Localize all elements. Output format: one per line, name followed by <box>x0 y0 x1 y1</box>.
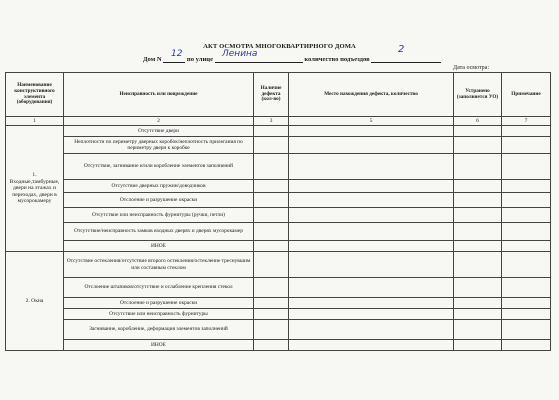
defect-cell: Отсутствие, загнивание и/или коробление элементов заполнений <box>64 154 254 180</box>
table-row <box>6 309 551 320</box>
count-cell[interactable] <box>254 193 289 208</box>
location-cell[interactable] <box>289 154 454 180</box>
fixed-cell[interactable] <box>454 137 502 154</box>
entrances-field[interactable] <box>371 54 441 63</box>
defect-cell: Отсутствие или неисправность фурнитуры (ручки, петли) <box>64 208 254 223</box>
street-handwritten: Ленина <box>222 49 258 59</box>
table-row <box>6 154 551 180</box>
location-cell[interactable] <box>289 180 454 193</box>
fixed-cell[interactable] <box>454 208 502 223</box>
defects-table <box>5 72 551 351</box>
defect-cell: Отсутствие/неисправность замков входных дверях и дверях мусорокамер <box>64 223 254 241</box>
count-cell[interactable] <box>254 137 289 154</box>
element-doors: 1. Входные,тамбурные, двери на этажах и переходах, двери в мусорокамеру <box>6 126 64 252</box>
table-row <box>6 137 551 154</box>
count-cell[interactable] <box>254 320 289 340</box>
defect-cell: Неплотности по периметру дверных коробок/неплотность прилегания по периметру двери к коробке <box>64 137 254 154</box>
note-cell[interactable] <box>502 298 551 309</box>
location-cell[interactable] <box>289 137 454 154</box>
note-cell[interactable] <box>502 154 551 180</box>
defect-cell: Отслоение и разрушение окраски <box>64 193 254 208</box>
col-number: 2 <box>64 117 254 126</box>
table-row <box>6 193 551 208</box>
fixed-cell[interactable] <box>454 241 502 252</box>
note-cell[interactable] <box>502 278 551 298</box>
defect-cell: Отсутствие дверных пружин/доводчиков <box>64 180 254 193</box>
count-cell[interactable] <box>254 309 289 320</box>
location-cell[interactable] <box>289 241 454 252</box>
inspection-date-label: Дата осмотра: <box>453 65 490 71</box>
fixed-cell[interactable] <box>454 340 502 351</box>
location-cell[interactable] <box>289 309 454 320</box>
table-row <box>6 223 551 241</box>
col-number: 5 <box>289 117 454 126</box>
entrances-label: количество подъездов <box>304 56 370 63</box>
house-label: Дом N <box>143 56 162 63</box>
street-label: по улице <box>186 56 214 63</box>
defect-cell: Загнивание, коробление, деформация элементов заполнений <box>64 320 254 340</box>
col-number: 6 <box>454 117 502 126</box>
location-cell[interactable] <box>289 193 454 208</box>
note-cell[interactable] <box>502 180 551 193</box>
table-row <box>6 320 551 340</box>
location-cell[interactable] <box>289 126 454 137</box>
col-number: 1 <box>6 117 64 126</box>
table-header-row <box>6 73 551 117</box>
location-cell[interactable] <box>289 223 454 241</box>
location-cell[interactable] <box>289 208 454 223</box>
count-cell[interactable] <box>254 223 289 241</box>
location-cell[interactable] <box>289 278 454 298</box>
defect-cell: ИНОЕ <box>64 241 254 252</box>
fixed-cell[interactable] <box>454 298 502 309</box>
form-title: АКТ ОСМОТРА МНОГОКВАРТИРНОГО ДОМА <box>203 43 356 50</box>
defect-cell: Отсутствие или неисправность фурнитуры <box>64 309 254 320</box>
note-cell[interactable] <box>502 252 551 278</box>
col-header-note: Примечание <box>502 73 551 117</box>
defect-cell: Отсутствие двери <box>64 126 254 137</box>
location-cell[interactable] <box>289 298 454 309</box>
note-cell[interactable] <box>502 241 551 252</box>
fixed-cell[interactable] <box>454 193 502 208</box>
note-cell[interactable] <box>502 340 551 351</box>
table-row <box>6 340 551 351</box>
note-cell[interactable] <box>502 320 551 340</box>
defect-cell: Отсутствие остекления/отсутствие второго остекления/остекление треснувшим или составным стеклом <box>64 252 254 278</box>
location-cell[interactable] <box>289 320 454 340</box>
table-row <box>6 180 551 193</box>
form-header-line <box>143 54 441 63</box>
fixed-cell[interactable] <box>454 252 502 278</box>
entrances-handwritten: 2 <box>398 44 405 55</box>
col-header-count: Наличие дефекта (кол-во) <box>254 73 289 117</box>
element-windows: 2. Окна <box>6 252 64 351</box>
col-header-fixed: Устранено (заполняется УО) <box>454 73 502 117</box>
col-number: 7 <box>502 117 551 126</box>
note-cell[interactable] <box>502 309 551 320</box>
defect-cell: Отслоение штапиков/отсутствие и ослабление крепления стекол <box>64 278 254 298</box>
count-cell[interactable] <box>254 298 289 309</box>
defect-cell: ИНОЕ <box>64 340 254 351</box>
note-cell[interactable] <box>502 208 551 223</box>
location-cell[interactable] <box>289 340 454 351</box>
note-cell[interactable] <box>502 193 551 208</box>
fixed-cell[interactable] <box>454 309 502 320</box>
column-number-row <box>6 117 551 126</box>
count-cell[interactable] <box>254 252 289 278</box>
count-cell[interactable] <box>254 180 289 193</box>
note-cell[interactable] <box>502 126 551 137</box>
count-cell[interactable] <box>254 208 289 223</box>
fixed-cell[interactable] <box>454 154 502 180</box>
location-cell[interactable] <box>289 252 454 278</box>
col-header-element: Наименование конструктивного элемента (оборудования) <box>6 73 64 117</box>
table-row <box>6 126 551 137</box>
count-cell[interactable] <box>254 340 289 351</box>
fixed-cell[interactable] <box>454 278 502 298</box>
table-row <box>6 241 551 252</box>
fixed-cell[interactable] <box>454 320 502 340</box>
col-header-location: Место нахождения дефекта, количество <box>289 73 454 117</box>
defect-cell: Отслоение и разрушение окраски <box>64 298 254 309</box>
count-cell[interactable] <box>254 278 289 298</box>
table-row <box>6 298 551 309</box>
count-cell[interactable] <box>254 154 289 180</box>
fixed-cell[interactable] <box>454 180 502 193</box>
col-number: 3 <box>254 117 289 126</box>
fixed-cell[interactable] <box>454 223 502 241</box>
note-cell[interactable] <box>502 223 551 241</box>
table-row <box>6 278 551 298</box>
count-cell[interactable] <box>254 126 289 137</box>
count-cell[interactable] <box>254 241 289 252</box>
table-row <box>6 252 551 278</box>
house-number-handwritten: 12 <box>171 49 183 59</box>
fixed-cell[interactable] <box>454 126 502 137</box>
col-header-defect: Неисправность или повреждение <box>64 73 254 117</box>
note-cell[interactable] <box>502 137 551 154</box>
table-row <box>6 208 551 223</box>
